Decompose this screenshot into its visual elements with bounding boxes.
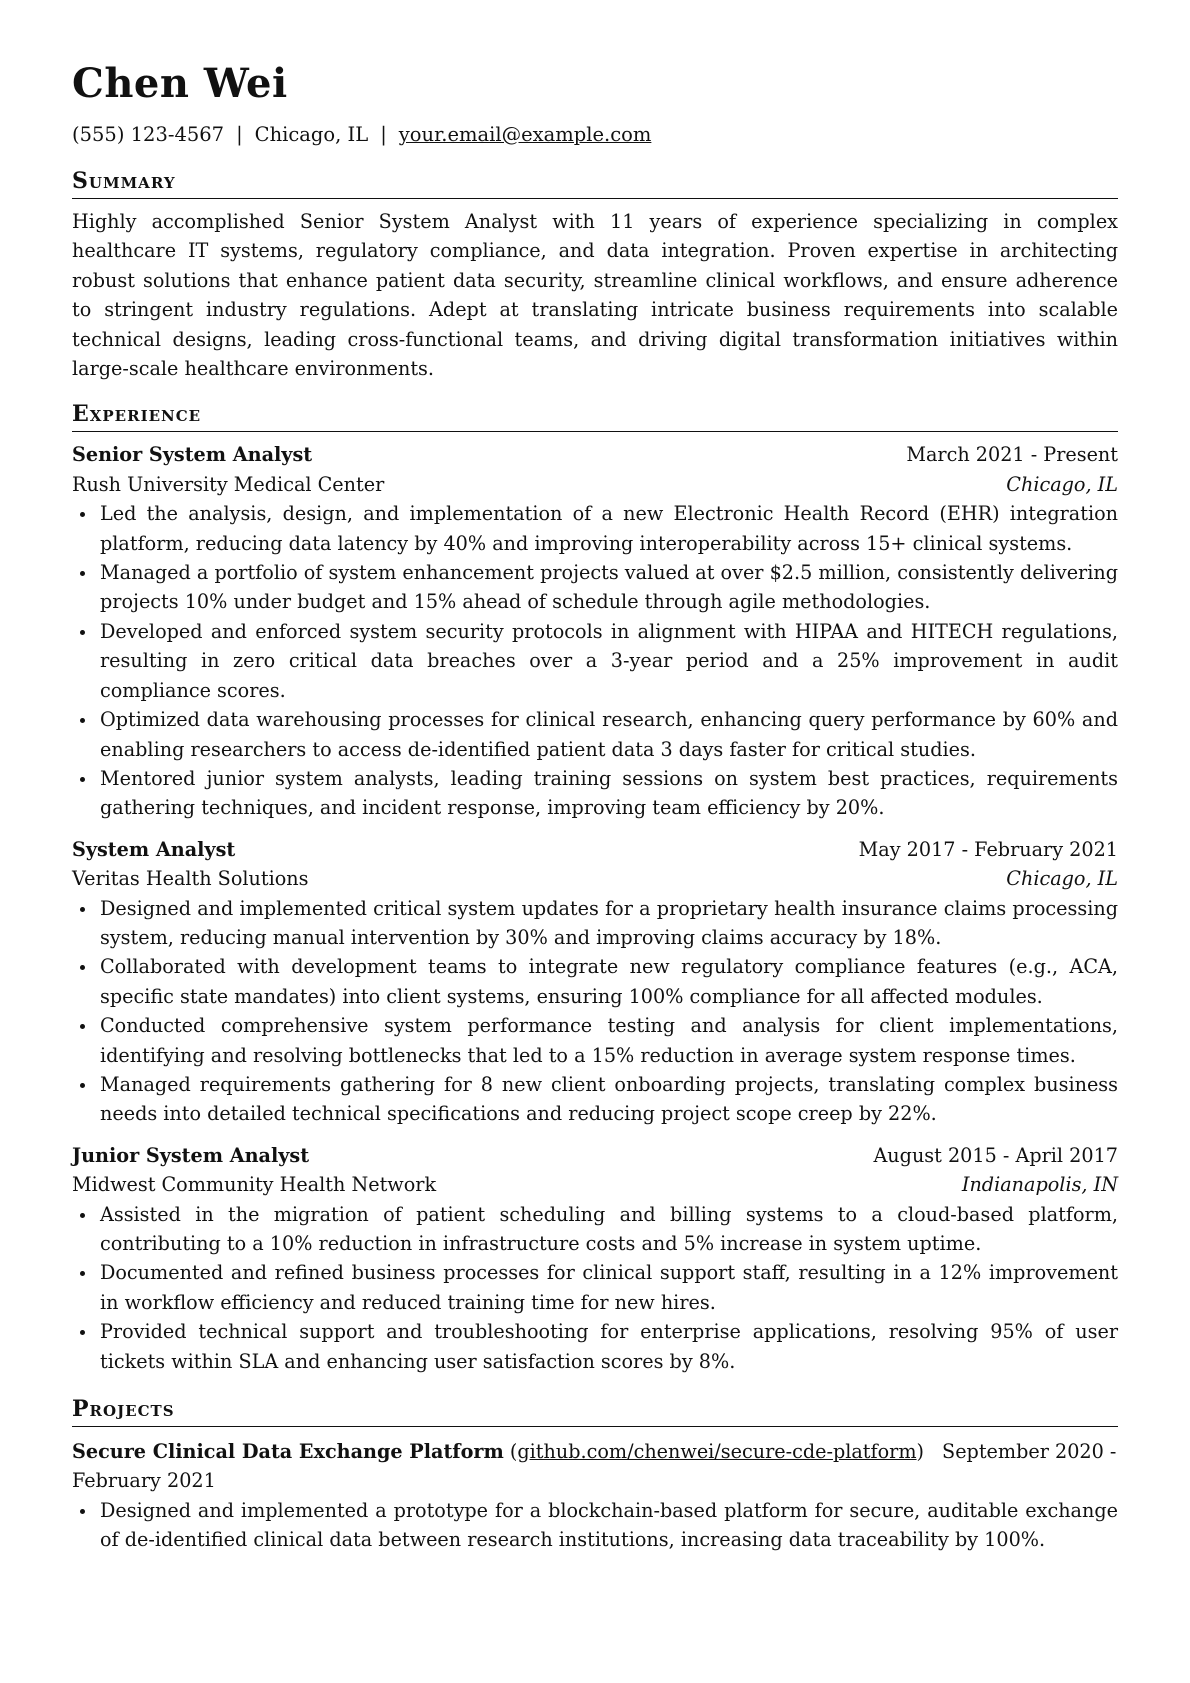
job-company: Veritas Health Solutions	[72, 867, 309, 891]
job-location: Chicago, IL	[1006, 472, 1118, 496]
contact-location: Chicago, IL	[254, 123, 369, 146]
job-dates: August 2015 - April 2017	[873, 1143, 1118, 1167]
project-entry	[72, 1437, 1118, 1496]
project-name: Secure Clinical Data Exchange Platform	[72, 1440, 504, 1464]
job-entry	[72, 1141, 1118, 1376]
job-bullets	[72, 499, 1118, 822]
job-title-row	[72, 440, 1118, 469]
job-bullet: Provided technical support and troubleshooting for enterprise applications, resolving 95% of user tickets within SLA and enhancing user satisfaction scores by 8%.	[72, 1317, 1118, 1376]
job-company-row	[72, 864, 1118, 893]
projects-heading: Projects	[72, 1394, 1118, 1427]
project-bullet: Designed and implemented a prototype for a blockchain-based platform for secure, auditable exchange of de-identified clinical data between research institutions, increasing data traceability by 100%.	[72, 1496, 1118, 1555]
job-bullet: Managed requirements gathering for 8 new client onboarding projects, translating complex business needs into detailed technical specifications and reducing project scope creep by 22%.	[72, 1070, 1118, 1129]
job-title-row	[72, 1141, 1118, 1170]
project-link[interactable]: github.com/chenwei/secure-cde-platform	[517, 1440, 917, 1464]
contact-separator: |	[236, 123, 243, 146]
job-bullets	[72, 894, 1118, 1129]
candidate-name: Chen Wei	[72, 60, 288, 107]
job-bullet: Led the analysis, design, and implementation of a new Electronic Health Record (EHR) integration platform, reducing data latency by 40% and improving interoperability across 15+ clinical systems.	[72, 499, 1118, 558]
job-bullet: Optimized data warehousing processes for clinical research, enhancing query performance by 60% and enabling researchers to access de-identified patient data 3 days faster for critical studies.	[72, 705, 1118, 764]
experience-heading: Experience	[72, 399, 1118, 432]
job-bullet: Conducted comprehensive system performance testing and analysis for client implementations, identifying and resolving bottlenecks that led to a 15% reduction in average system response times.	[72, 1011, 1118, 1070]
job-bullet: Mentored junior system analysts, leading training sessions on system best practices, requirements gathering techniques, and incident response, improving team efficiency by 20%.	[72, 764, 1118, 823]
project-dates: September 2020 - February 2021	[72, 1440, 1117, 1493]
contact-line	[72, 122, 1118, 148]
job-bullets	[72, 1200, 1118, 1376]
job-title: System Analyst	[72, 837, 236, 861]
job-title: Senior System Analyst	[72, 443, 313, 467]
project-bullets	[72, 1496, 1118, 1555]
resume-header	[72, 58, 1118, 148]
job-title-row	[72, 835, 1118, 864]
contact-separator: |	[380, 123, 387, 146]
job-bullet: Collaborated with development teams to integrate new regulatory compliance features (e.g., ACA, specific state mandates) into client systems, ensuring 100% compliance for all affected modules.	[72, 952, 1118, 1011]
summary-text: Highly accomplished Senior System Analyst with 11 years of experience specializing in complex healthcare IT systems, regulatory compliance, and data integration. Proven expertise in architecting robust solutions that enhance patient data security, streamline clinical workflows, and ensure adherence to stringent industry regulations. Adept at translating intricate business requirements into scalable technical designs, leading cross-functional teams, and driving digital transformation initiatives within large-scale healthcare environments.	[72, 210, 1118, 381]
experience-section	[72, 399, 1118, 1376]
job-location: Chicago, IL	[1006, 867, 1118, 891]
job-location: Indianapolis, IN	[961, 1173, 1118, 1197]
project-link-wrapper: (github.com/chenwei/secure-cde-platform)	[509, 1440, 925, 1464]
job-company-row	[72, 470, 1118, 499]
job-bullet: Developed and enforced system security protocols in alignment with HIPAA and HITECH regulations, resulting in zero critical data breaches over a 3-year period and a 25% improvement in audit compliance scores.	[72, 617, 1118, 705]
job-title: Junior System Analyst	[72, 1143, 310, 1167]
email-link[interactable]: your.email@example.com	[398, 123, 652, 146]
job-bullet: Designed and implemented critical system updates for a proprietary health insurance claims processing system, reducing manual intervention by 30% and improving claims accuracy by 18%.	[72, 894, 1118, 953]
job-company: Midwest Community Health Network	[72, 1173, 437, 1197]
job-bullet: Documented and refined business processes for clinical support staff, resulting in a 12% improvement in workflow efficiency and reduced training time for new hires.	[72, 1258, 1118, 1317]
summary-section	[72, 166, 1118, 383]
job-company-row	[72, 1170, 1118, 1199]
projects-section	[72, 1394, 1118, 1555]
job-entry	[72, 440, 1118, 822]
job-dates: March 2021 - Present	[906, 443, 1118, 467]
job-entry	[72, 835, 1118, 1129]
job-bullet: Assisted in the migration of patient scheduling and billing systems to a cloud-based platform, contributing to a 10% reduction in infrastructure costs and 5% increase in system uptime.	[72, 1200, 1118, 1259]
job-dates: May 2017 - February 2021	[858, 837, 1118, 861]
job-bullet: Managed a portfolio of system enhancement projects valued at over $2.5 million, consistently delivering projects 10% under budget and 15% ahead of schedule through agile methodologies.	[72, 558, 1118, 617]
job-company: Rush University Medical Center	[72, 472, 385, 496]
phone-number: (555) 123-4567	[72, 123, 225, 146]
summary-heading: Summary	[72, 166, 1118, 199]
